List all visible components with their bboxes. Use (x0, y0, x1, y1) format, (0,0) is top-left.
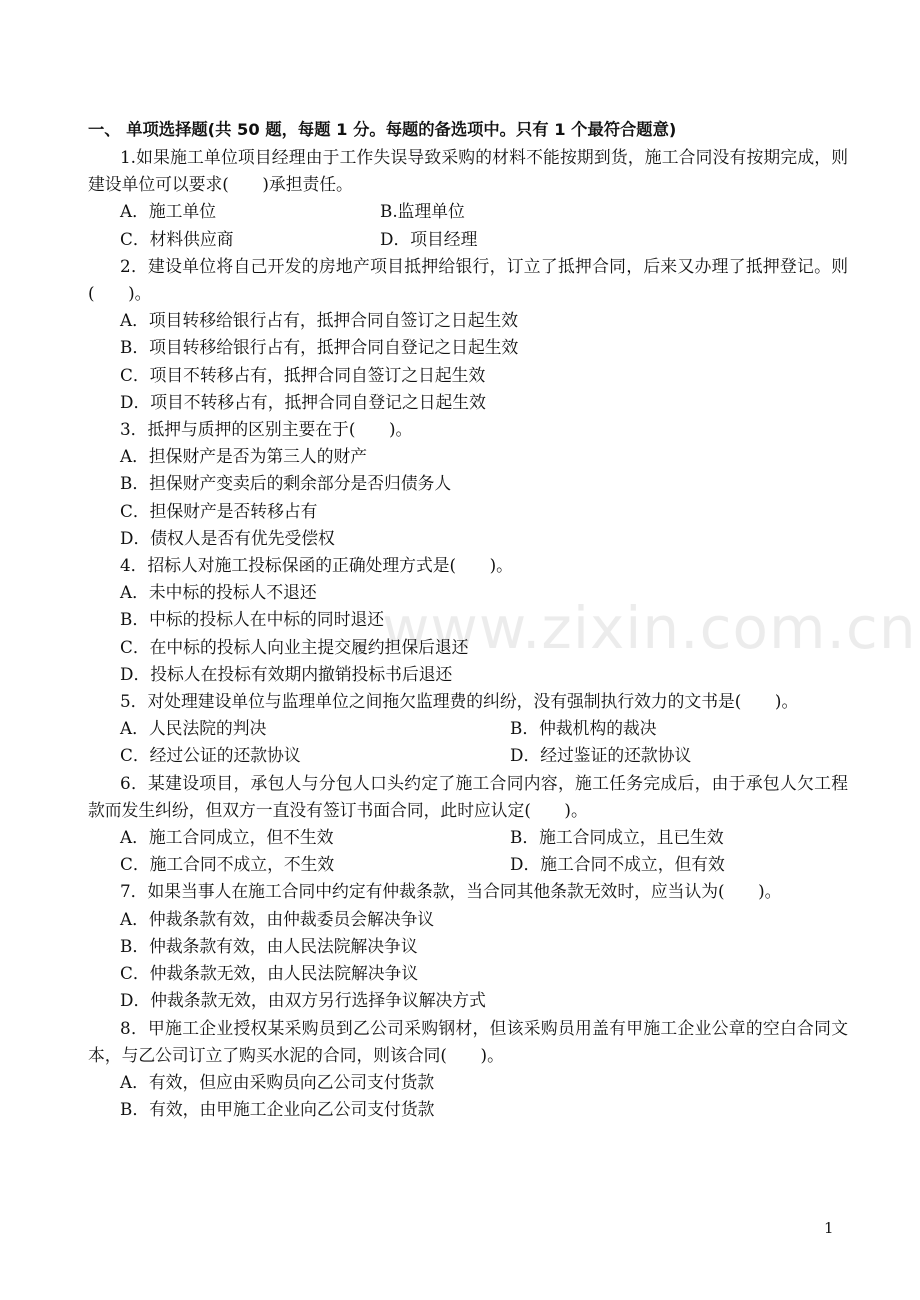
option-a: A．未中标的投标人不退还 (120, 582, 317, 603)
question-stem-1: 1.如果施工单位项目经理由于工作失误导致采购的材料不能按期到货，施工合同没有按期完成，则建设单位可以要求( )承担责任。 (88, 147, 848, 195)
option-b: B．仲裁机构的裁决 (510, 718, 657, 739)
question-stem-3: 3．抵押与质押的区别主要在于( )。 (120, 419, 413, 440)
option-a: A．担保财产是否为第三人的财产 (120, 446, 368, 467)
question-stem-6: 6．某建设项目，承包人与分包人口头约定了施工合同内容，施工任务完成后，由于承包人欠工程款而发生纠纷，但双方一直没有签订书面合同，此时应认定( )。 (88, 772, 848, 820)
option-row (88, 715, 848, 742)
option-d: D．经过鉴证的还款协议 (510, 745, 692, 766)
option-c: C．项目不转移占有，抵押合同自签订之日起生效 (120, 364, 486, 385)
option-a: A．项目转移给银行占有，抵押合同自签订之日起生效 (120, 310, 519, 331)
option-b: B．担保财产变卖后的剩余部分是否归债务人 (120, 473, 452, 494)
question-list (88, 144, 848, 1123)
question-stem-5: 5．对处理建设单位与监理单位之间拖欠监理费的纠纷，没有强制执行效力的文书是( )。 (120, 691, 799, 712)
question-stem-8: 8．甲施工企业授权某采购员到乙公司采购钢材，但该采购员用盖有甲施工企业公章的空白合同文本，与乙公司订立了购买水泥的合同，则该合同( )。 (88, 1017, 848, 1065)
option-a: A．有效，但应由采购员向乙公司支付货款 (120, 1071, 435, 1092)
page-number: 1 (824, 1219, 834, 1237)
option-b: B．有效，由甲施工企业向乙公司支付货款 (120, 1099, 435, 1120)
option-row (88, 851, 848, 878)
option-d: D．债权人是否有优先受偿权 (120, 527, 335, 548)
option-d: D．投标人在投标有效期内撤销投标书后退还 (120, 663, 453, 684)
option-row (88, 226, 848, 253)
question-stem-2: 2．建设单位将自己开发的房地产项目抵押给银行，订立了抵押合同，后来又办理了抵押登记。则( )。 (88, 255, 848, 304)
option-c: C．材料供应商 (120, 228, 234, 249)
option-c: C．担保财产是否转移占有 (120, 500, 318, 521)
option-d: D．施工合同不成立，但有效 (510, 854, 725, 875)
option-a: A．仲裁条款有效，由仲裁委员会解决争议 (120, 908, 435, 929)
option-a: A．施工合同成立，但不生效 (120, 827, 334, 848)
question-stem-4: 4．招标人对施工投标保函的正确处理方式是( )。 (120, 555, 513, 576)
option-c: C．经过公证的还款协议 (120, 745, 301, 766)
option-row (88, 742, 848, 769)
option-c: C．施工合同不成立，不生效 (120, 854, 335, 875)
option-b: B．项目转移给银行占有，抵押合同自登记之日起生效 (120, 337, 519, 358)
option-b: B．中标的投标人在中标的同时退还 (120, 609, 385, 630)
question-stem-7: 7．如果当事人在施工合同中约定有仲裁条款，当合同其他条款无效时，应当认为( )。 (120, 881, 782, 902)
option-a: A．施工单位 (120, 201, 217, 222)
option-b: B．施工合同成立，且已生效 (510, 827, 724, 848)
option-d: D．项目不转移占有，抵押合同自登记之日起生效 (120, 391, 486, 412)
option-b: B．仲裁条款有效，由人民法院解决争议 (120, 935, 418, 956)
option-c: C．在中标的投标人向业主提交履约担保后退还 (120, 636, 469, 657)
option-row (88, 198, 848, 225)
option-d: D．项目经理 (380, 228, 478, 249)
option-a: A．人民法院的判决 (120, 718, 267, 739)
section-heading: 一、 单项选择题(共 50 题，每题 1 分。每题的备选项中。只有 1 个最符合题意) (88, 120, 677, 139)
option-d: D．仲裁条款无效，由双方另行选择争议解决方式 (120, 990, 486, 1011)
option-row (88, 824, 848, 851)
option-c: C．仲裁条款无效，由人民法院解决争议 (120, 963, 419, 984)
watermark: www.zixin.com.cn (382, 594, 917, 662)
option-b: B.监理单位 (380, 201, 465, 222)
